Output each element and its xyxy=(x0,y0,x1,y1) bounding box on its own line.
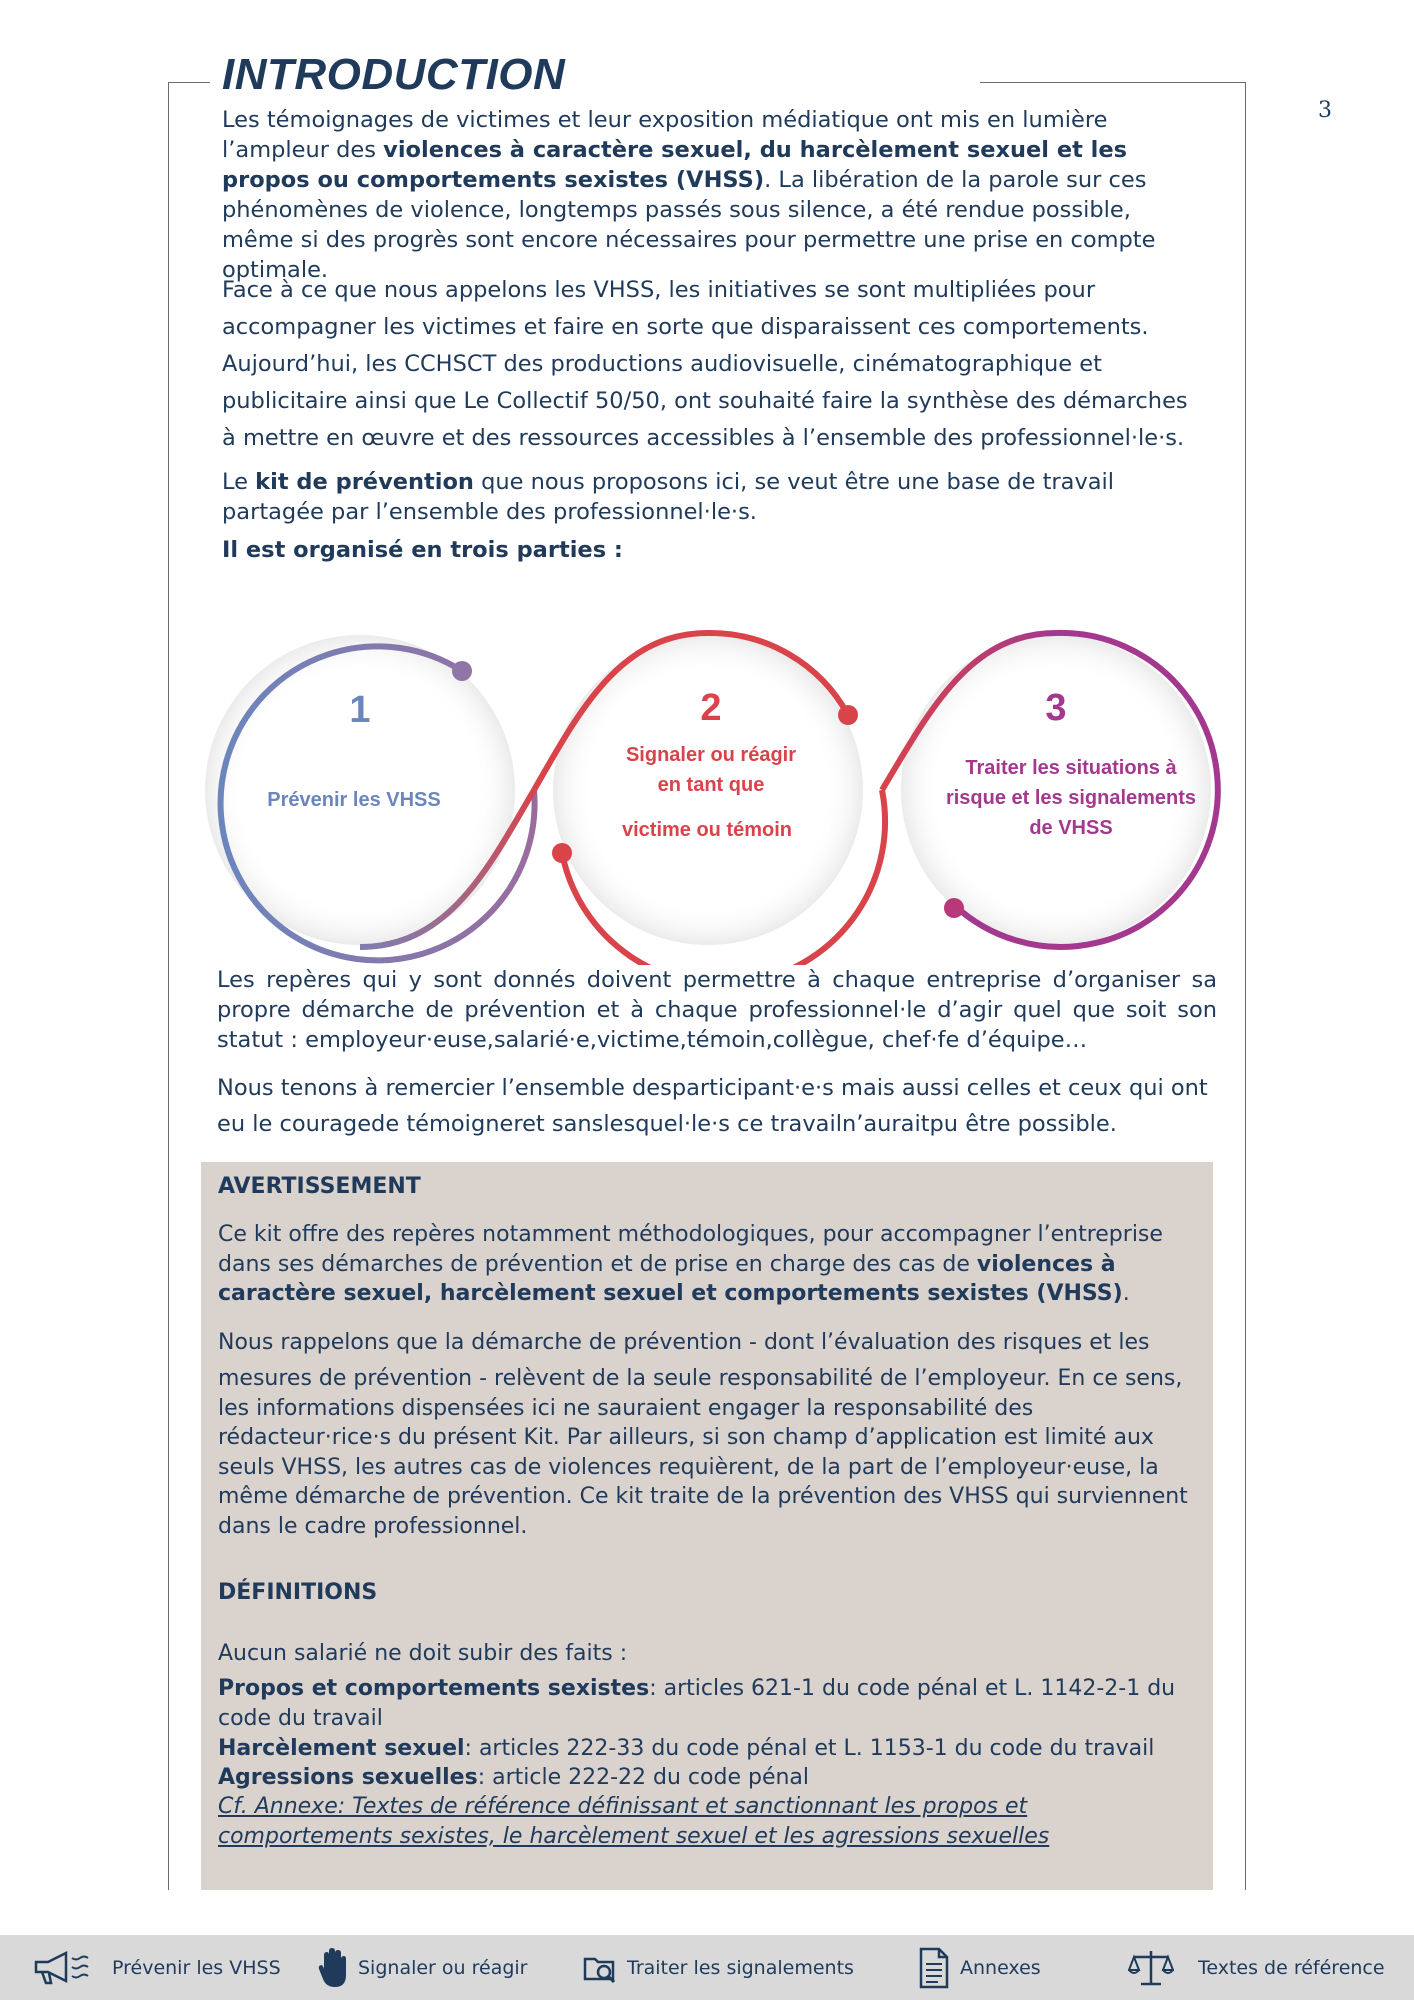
page-title: INTRODUCTION xyxy=(222,50,566,99)
annex-link[interactable]: Cf. Annexe: Textes de référence définissant et sanctionnant les propos et comportements sexistes, le harcèlement sexuel et les agressions sexuelles xyxy=(218,1794,1050,1849)
footer-label-prevenir: Prévenir les VHSS xyxy=(112,1956,281,1979)
intro-paragraph-3: Le kit de prévention que nous proposons ici, se veut être une base de travail partagée par l’ensemble des professionnel·le·s. xyxy=(222,469,1115,525)
part-3-line-3: de VHSS xyxy=(1029,817,1113,839)
page-number: 3 xyxy=(1318,98,1332,123)
footer-label-textes: Textes de référence xyxy=(1198,1956,1385,1979)
part-3-number: 3 xyxy=(1045,687,1067,729)
warning-heading: AVERTISSEMENT xyxy=(218,1174,421,1199)
footer-link-traiter[interactable] xyxy=(583,1935,854,2000)
footer-link-annexes[interactable] xyxy=(918,1935,1041,2000)
dot-2b xyxy=(552,843,572,863)
footer-link-signaler[interactable] xyxy=(318,1935,528,2000)
hand-icon xyxy=(318,1947,348,1989)
definition-assault: Agressions sexuelles: article 222-22 du code pénal xyxy=(218,1765,810,1790)
dot-2a xyxy=(838,705,858,725)
definitions-intro: Aucun salarié ne doit subir des faits : xyxy=(218,1641,628,1666)
folder-search-icon xyxy=(583,1951,617,1985)
body-paragraph-1: Les repères qui y sont donnés doivent permettre à chaque entreprise d’organiser sa propre démarche de prévention et à chaque professionnel·le d’agir quel que soit son statut : employeur·euse,salarié·e,victime,témoin,collègue, chef·fe d’équipe… xyxy=(217,967,1217,1053)
warning-paragraph-1: Ce kit offre des repères notamment méthodologiques, pour accompagner l’entreprise dans ses démarches de prévention et de prise en charge des cas de violences à caractère sexuel, harcèlement sexuel et comportements sexistes (VHSS). xyxy=(218,1222,1163,1306)
footer-label-signaler: Signaler ou réagir xyxy=(358,1956,528,1979)
part-3-line-1: Traiter les situations à xyxy=(965,757,1177,779)
definitions-heading: DÉFINITIONS xyxy=(218,1580,378,1605)
warning-paragraph-2: Nous rappelons que la démarche de prévention - dont l’évaluation des risques et les xyxy=(218,1330,1150,1355)
part-1-label: Prévenir les VHSS xyxy=(267,789,441,811)
warning-paragraph-3: mesures de prévention - relèvent de la seule responsabilité de l’employeur. En ce sens, les informations dispensées ici ne sauraient engager la responsabilité des rédacteur·rice·s du présent Kit. Par ailleurs, si son champ d’application est limité aux seuls VHSS, les autres cas de violences requièrent, de la part de l’employeur·euse, la même démarche de prévention. Ce kit traite de la prévention des VHSS qui surviennent dans le cadre professionnel. xyxy=(218,1366,1188,1539)
part-2-line-1: Signaler ou réagir xyxy=(625,744,797,766)
body-paragraph-2: Nous tenons à remercier l’ensemble desparticipant·e·s mais aussi celles et ceux qui ont eu le couragede témoigneret sanslesquel·le·s ce travailn’auraitpu être possible. xyxy=(217,1075,1208,1137)
footer-link-textes[interactable] xyxy=(1128,1935,1385,2000)
dot-3 xyxy=(944,898,964,918)
dot-1 xyxy=(452,661,472,681)
definition-harassment: Harcèlement sexuel: articles 222-33 du code pénal et L. 1153-1 du code du travail xyxy=(218,1736,1155,1761)
part-1-number: 1 xyxy=(349,689,371,731)
footer-label-annexes: Annexes xyxy=(960,1956,1041,1979)
part-2-number: 2 xyxy=(700,687,722,729)
footer-link-prevenir[interactable] xyxy=(32,1935,281,2000)
intro-paragraph-1: Les témoignages de victimes et leur exposition médiatique ont mis en lumière l’ampleur des violences à caractère sexuel, du harcèlement sexuel et les propos ou comportements sexistes (VHSS). La libération de la parole sur ces phénomènes de violence, longtemps passés sous silence, a été rendue possible, même si des progrès sont encore nécessaires pour permettre une prise en compte optimale. xyxy=(222,107,1156,283)
megaphone-icon xyxy=(32,1948,102,1988)
three-parts-diagram xyxy=(190,615,1230,965)
intro-paragraph-2: Face à ce que nous appelons les VHSS, les initiatives se sont multipliées pour accompagner les victimes et faire en sorte que disparaissent ces comportements. Aujourd’hui, les CCHSCT des productions audiovisuelle, cinématographique et publicitaire ainsi que Le Collectif 50/50, ont souhaité faire la synthèse des démarches à mettre en œuvre et des ressources accessibles à l’ensemble des professionnel·le·s. xyxy=(222,277,1188,451)
warning-definitions-box xyxy=(201,1162,1213,1890)
document-icon xyxy=(918,1947,950,1989)
scales-icon xyxy=(1128,1948,1174,1988)
footer-label-traiter: Traiter les signalements xyxy=(627,1956,854,1979)
part-3-line-2: risque et les signalements xyxy=(945,787,1197,809)
footer-nav xyxy=(0,1935,1414,2000)
definition-sexist: Propos et comportements sexistes: articles 621-1 du code pénal et L. 1142-2-1 du code du travail xyxy=(218,1676,1176,1731)
part-2-line-3: victime ou témoin xyxy=(621,819,793,841)
part-2-line-2: en tant que xyxy=(657,774,765,796)
intro-paragraph-4: Il est organisé en trois parties : xyxy=(222,537,623,563)
